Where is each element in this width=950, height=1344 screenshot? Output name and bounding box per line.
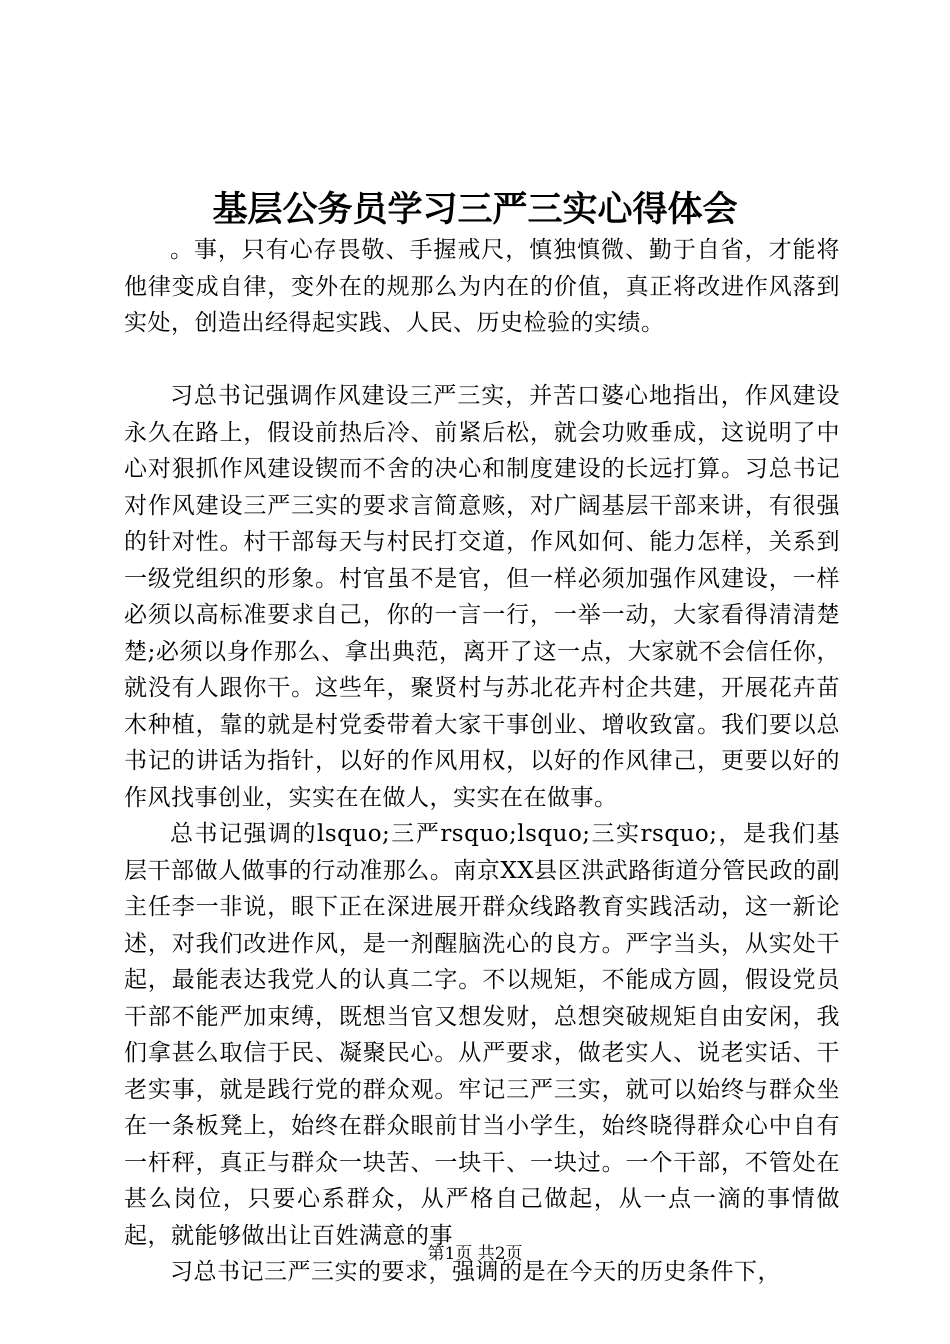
paragraph-2: 习总书记强调作风建设三严三实，并苦口婆心地指出，作风建设永久在路上，假设前热后冷、前紧后松，就会功败垂成，这说明了中心对狠抓作风建设锲而不舍的决心和制度建设的长远打算。习总书记对作风建设三严三实的要求言简意赅，对广阔基层干部来讲，有很强的针对性。村干部每天与村民打交道，作风如何、能力怎样，关系到一级党组织的形象。村官虽不是官，但一样必须加强作风建设，一样必须以高标准要求自己，你的一言一行，一举一动，大家看得清清楚楚;必须以身作那么、拿出典范，离开了这一点，大家就不会信任你，就没有人跟你干。这些年，聚贤村与苏北花卉村企共建，开展花卉苗木种植，靠的就是村党委带着大家干事创业、增收致富。我们要以总书记的讲话为指针，以好的作风用权，以好的作风律己，更要以好的作风找事创业，实实在在做人，实实在在做事。 — [124, 383, 840, 811]
document-body — [124, 232, 840, 1291]
page-number-footer: 第1页 共2页 — [427, 1244, 523, 1264]
paragraph-3: 总书记强调的lsquo;三严rsquo;lsquo;三实rsquo;，是我们基层干部做人做事的行动准那么。南京XX县区洪武路街道分管民政的副主任李一非说，眼下正在深进展开群众线路教育实践活动，这一新论述，对我们改进作风，是一剂醒脑洗心的良方。严字当头，从实处干起，最能表达我党人的认真二字。不以规矩，不能成方圆，假设党员干部不能严加束缚，既想当官又想发财，总想突破规矩自由安闲，我们拿甚么取信于民、凝聚民心。从严要求，做老实人、说老实话、干老实事，就是践行党的群众观。牢记三严三实，就可以始终与群众坐在一条板凳上，始终在群众眼前甘当小学生，始终晓得群众心中自有一杆秤，真正与群众一块苦、一块干、一块过。一个干部，不管处在甚么岗位，只要心系群众，从严格自己做起，从一点一滴的事情做起，就能够做出让百姓满意的事 — [124, 821, 840, 1249]
document-title: 基层公务员学习三严三实心得体会 — [212, 189, 738, 230]
paragraph-1: 。事，只有心存畏敬、手握戒尺，慎独慎微、勤于自省，才能将他律变成自律，变外在的规那么为内在的价值，真正将改进作风落到实处，创造出经得起实践、人民、历史检验的实绩。 — [124, 237, 840, 336]
paragraph-4: 习总书记三严三实的要求，强调的是在今天的历史条件下， — [170, 1259, 781, 1285]
